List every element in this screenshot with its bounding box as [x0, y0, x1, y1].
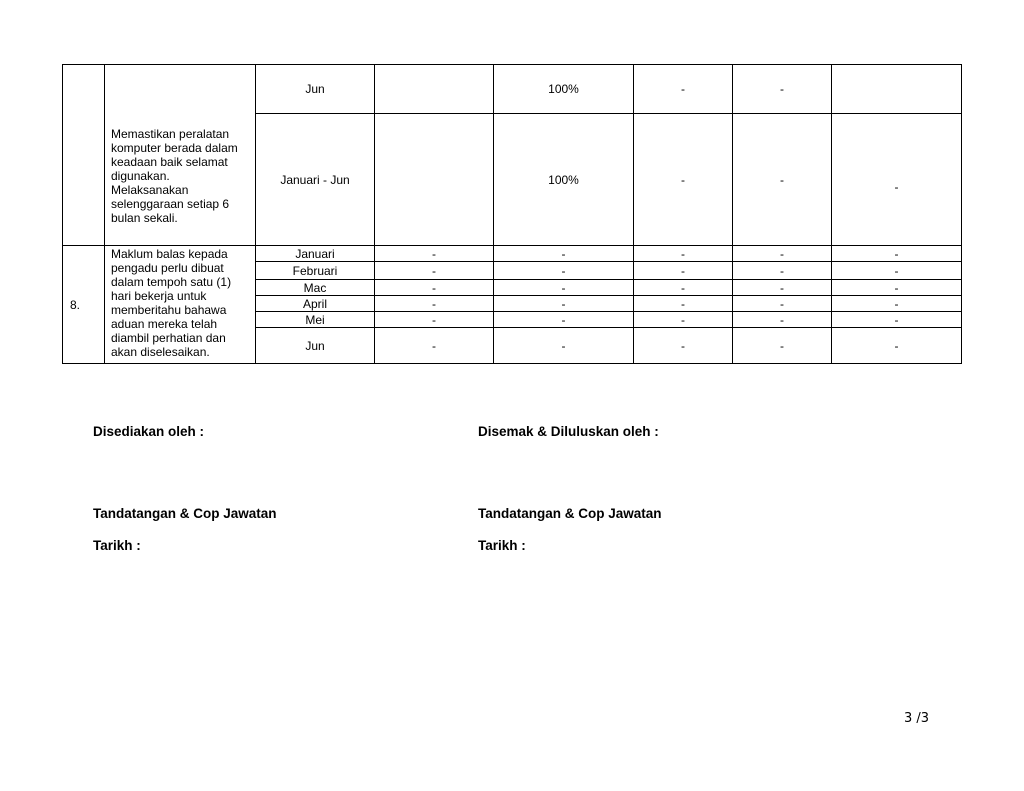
value-cell	[375, 114, 494, 246]
value-cell: -	[832, 114, 962, 246]
value-cell: -	[634, 114, 733, 246]
value-cell: -	[634, 296, 733, 312]
value-cell: -	[375, 280, 494, 296]
value-cell: -	[375, 262, 494, 280]
value-cell: -	[733, 312, 832, 328]
period-cell: Mei	[256, 312, 375, 328]
right-date-label: Tarikh :	[478, 538, 526, 553]
value-cell: -	[733, 246, 832, 262]
left-date-label: Tarikh :	[93, 538, 141, 553]
value-cell: -	[494, 328, 634, 364]
value-cell: -	[832, 262, 962, 280]
value-cell: 100%	[494, 65, 634, 114]
value-cell: -	[375, 328, 494, 364]
value-cell	[375, 65, 494, 114]
prepared-by-label: Disediakan oleh :	[93, 424, 205, 439]
value-cell: -	[733, 65, 832, 114]
item-number: 8.	[63, 246, 105, 364]
value-cell: -	[832, 246, 962, 262]
value-cell: -	[634, 65, 733, 114]
value-cell: -	[375, 312, 494, 328]
right-signature-label: Tandatangan & Cop Jawatan	[478, 506, 662, 521]
period-cell: Jun	[256, 65, 375, 114]
value-cell: -	[733, 328, 832, 364]
item-description: Maklum balas kepada pengadu perlu dibuat dalam tempoh satu (1) hari bekerja untuk memberitahu bahawa aduan mereka telah diambil perhatian dan akan diselesaikan.	[105, 246, 256, 364]
page-number: 3 /3	[904, 711, 930, 726]
value-cell: -	[832, 312, 962, 328]
value-cell: -	[832, 296, 962, 312]
value-cell: 100%	[494, 114, 634, 246]
period-cell: Januari - Jun	[256, 114, 375, 246]
period-cell: Januari	[256, 246, 375, 262]
value-cell: -	[494, 296, 634, 312]
approved-by-label: Disemak & Diluluskan oleh :	[478, 424, 659, 439]
value-cell: -	[733, 280, 832, 296]
item-number-cell	[63, 65, 105, 246]
value-cell: -	[375, 296, 494, 312]
value-cell: -	[733, 114, 832, 246]
value-cell: -	[733, 262, 832, 280]
left-signature-label: Tandatangan & Cop Jawatan	[93, 506, 277, 521]
value-cell: -	[375, 246, 494, 262]
value-cell: -	[832, 280, 962, 296]
value-cell: -	[634, 246, 733, 262]
value-cell: -	[634, 262, 733, 280]
value-cell: -	[494, 262, 634, 280]
value-cell: -	[494, 312, 634, 328]
value-cell: -	[832, 328, 962, 364]
table-row	[63, 65, 962, 114]
value-cell: -	[634, 328, 733, 364]
value-cell	[832, 65, 962, 114]
period-cell: April	[256, 296, 375, 312]
period-cell: Februari	[256, 262, 375, 280]
period-cell: Jun	[256, 328, 375, 364]
value-cell: -	[634, 312, 733, 328]
table-row	[63, 246, 962, 262]
value-cell: -	[733, 296, 832, 312]
activity-table	[62, 64, 962, 364]
period-cell: Mac	[256, 280, 375, 296]
value-cell: -	[494, 246, 634, 262]
item-description: Memastikan peralatan komputer berada dalam keadaan baik selamat digunakan. Melaksanakan selenggaraan setiap 6 bulan sekali.	[105, 65, 256, 246]
value-cell: -	[494, 280, 634, 296]
value-cell: -	[634, 280, 733, 296]
